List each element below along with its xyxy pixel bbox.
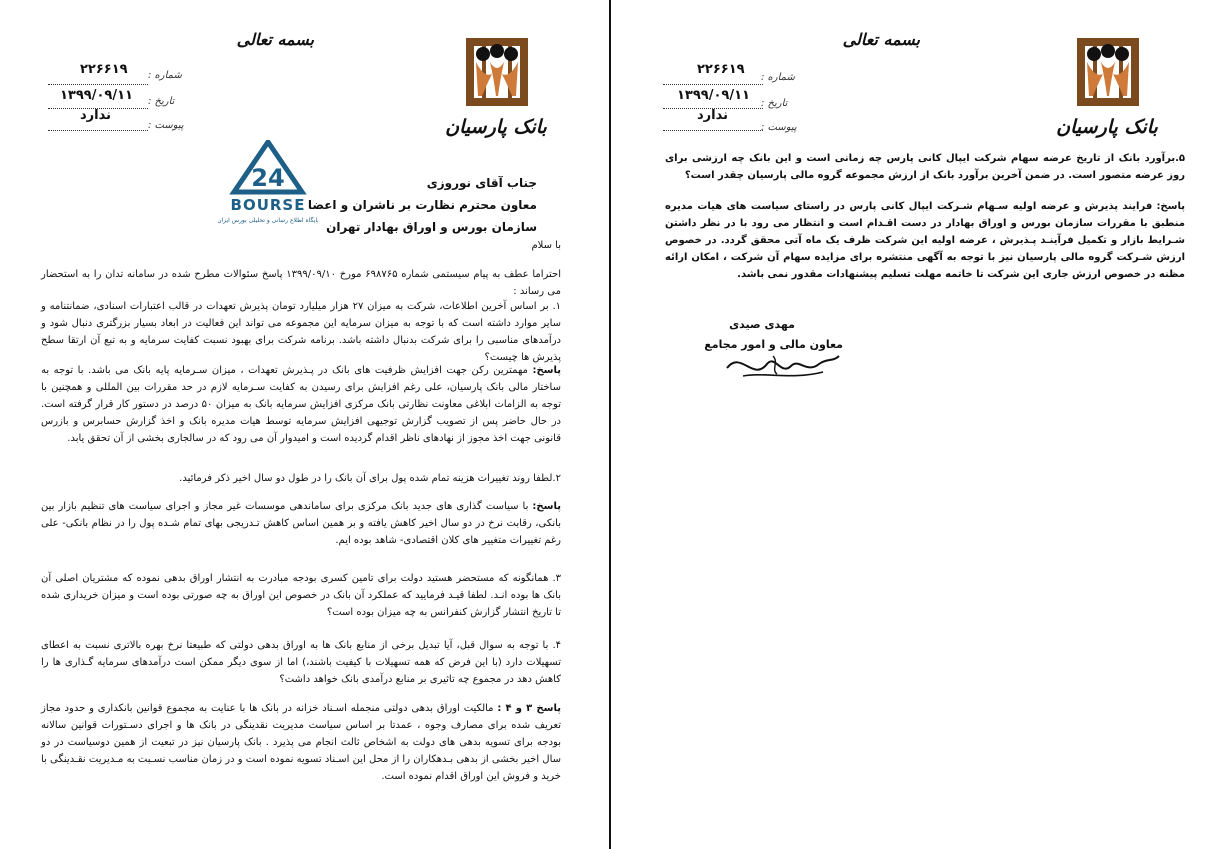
bank-parsian-logo bbox=[434, 34, 554, 148]
svg-text:بانک پارسیان: بانک پارسیان bbox=[1056, 116, 1158, 138]
answer-1 bbox=[41, 362, 561, 447]
answer-5-text: فرایند پذیرش و عرضه اولیه سـهام شـرکت ایپال کانی پارس در راستای سیاست های هیات مدیره منطبق با مقررات سازمان بورس و اوراق بهادار در دست اقـدام است و انتظار می رود با در نظر داشتن شـرایط بازار و تکمیل فرآینـد پـذیرش ، عرضه اولیه این شرکت ظرف یک ماه آتی محقق گردد. در خصوص ارزش شـرکت گروه مالی پارسیان نیز با توجه به آگهی منتشره برای مزایده سهام آن شرکت ، امکان ارائه مظنه در خصوص ارزش جاری این شرکت تا خاتمه مهلت تسلیم پیشنهادات مقدور نمی باشد. bbox=[665, 201, 1185, 280]
letter-date-value: ۱۳۹۹/۰۹/۱۱ bbox=[677, 88, 750, 103]
letter-date-value: ۱۳۹۹/۰۹/۱۱ bbox=[60, 88, 133, 103]
letter-number-label: شماره : bbox=[148, 70, 182, 81]
bourse-24-icon bbox=[218, 140, 318, 226]
answer-3-4-label: پاسخ ۳ و ۴ : bbox=[497, 703, 561, 714]
answer-3-4-text: مالکیت اوراق بدهی دولتی منجمله اسـناد خزانه در بانک ها با عنایت به مجموع قوانین بانکداری و حدود مجاز تعریف شده برای مصارف وجوه ، عمدتا بر اساس سیاست مدیریت نقدینگی در بانک ها و اجرای دسـتورات قوانین سالانه بودجه برای تسویه بدهی های دولت به اشخاص ثالث انجام می پذیرد . بانک پارسیان نیز در تبعیت از همین دوسیاست در دو سال اخیر بخشی از بدهی بـدهکاران را از محل این اسـناد تسویه نموده است و در زمان مناسب نسـبت به مـدیریت نقـدینگی با خرید و فروش این اوراق اقدام نموده است. bbox=[41, 703, 561, 782]
answer-2 bbox=[41, 498, 561, 549]
letter-date-label: تاریخ : bbox=[148, 96, 175, 107]
recipient-organization: سازمان بورس و اوراق بهادار تهران bbox=[326, 220, 537, 234]
recipient-title: معاون محترم نظارت بر ناشران و اعضا bbox=[307, 198, 537, 212]
basmala-heading: بسمه تعالی bbox=[236, 30, 314, 49]
svg-text:بانک پارسیان: بانک پارسیان bbox=[445, 116, 547, 138]
letter-page-2 bbox=[611, 0, 1215, 849]
intro-paragraph: احتراما عطف به پیام سیستمی شماره ۶۹۸۷۶۵ مورخ ۱۳۹۹/۰۹/۱۰ پاسخ سئوالات مطرح شده در سامانه تدان را به استحضار می رساند : bbox=[41, 269, 561, 297]
signer-name: مهدی صیدی bbox=[729, 318, 795, 331]
svg-text:24: 24 bbox=[251, 164, 285, 192]
signature-scribble-icon bbox=[723, 346, 843, 386]
letter-number-value: ۲۲۶۶۱۹ bbox=[80, 62, 128, 77]
letter-number-label: شماره : bbox=[761, 72, 795, 83]
question-1: ۱. بر اساس آخرین اطلاعات، شرکت به میزان ۲۷ هزار میلیارد تومان پذیرش تعهدات در قالب اعتبارات اسنادی، ضمانتنامه و سایر موارد داشته است که با توجه به میزان سرمایه این مجموعه می تواند این فعالیت در ابعاد بسیار بزرگتری دنبال شود و درآمدهای مناسبی را برای شرکت بدنبال داشته باشد. برنامه شرکت برای بهبود نسبت کفایت سرمایه و به تبع آن ارتقا سطح پذیرش ها چیست؟ bbox=[41, 301, 562, 363]
attachment-label: پیوست : bbox=[148, 120, 184, 131]
svg-text:BOURSE: BOURSE bbox=[230, 196, 306, 214]
answer-5 bbox=[665, 198, 1185, 283]
answer-1-text: مهمترین رکن جهت افزایش ظرفیت های بانک در پـذیرش تعهدات ، میزان سـرمایه پایه بانک می باشد. با توجه به ساختار مالی بانک پارسیان، علی رغم افزایش برای رسیدن به کفایت سـرمایه لازم در حد مقررات بین المللی و همچنین با توجه به الزامات ابلاغی معاونت نظارتی بانک مرکزی افزایش سرمایه بانک به میزان ۵۰ درصد در دستور کار قرار گرفته است. در حال حاضر پس از تصویب گزارش توجیهی افزایش سرمایه توسط هیات مدیره بانک و اخذ گزارش حسابرس و بازرس قانونی جهت اخذ مجوز از نهادهای ناظر اقدام گردیده است و امیدوار آن می رود که در سالجاری بخشی از آن تحقق یابد. bbox=[41, 365, 561, 444]
attachment-value: ندارد bbox=[80, 108, 112, 123]
attachment-label: پیوست : bbox=[761, 122, 797, 133]
bank-parsian-logo bbox=[1045, 34, 1165, 148]
number-underline bbox=[48, 84, 148, 85]
attachment-value: ندارد bbox=[697, 108, 729, 123]
answer-2-text: با سیاست گذاری های جدید بانک مرکزی برای ساماندهی موسسات غیر مجاز و اجرای سیاست های تنظیم بازار بین بانکی، رقابت نرخ در دو سال اخیر کاهش یافته و بر همین اساس کاهش تـدریجی بهای تمام شـده پول را در نظام بانکی- علی رغم تغییرات متغییر های کلان اقتصادی- شاهد بوده ایم. bbox=[41, 501, 561, 546]
bourse-watermark-logo bbox=[218, 140, 318, 226]
answer-2-label: پاسخ: bbox=[532, 501, 561, 512]
question-3: ۳. همانگونه که مستحضر هستید دولت برای تامین کسری بودجه مبادرت به انتشار اوراق بدهی نموده که مشتریان اصلی آن بانک ها بوده انـد. لطفا قیـد فرمایید که عملکرد آن بانک در خصوص این اوراق به چه صورتی بوده است و میزان خریداری شده تا تاریخ انتشار گزارش کنفرانس به چه میزان بوده است؟ bbox=[41, 573, 561, 618]
svg-text:پایگاه اطلاع رسانی و تحلیلی بو: پایگاه اطلاع رسانی و تحلیلی بورس ایران bbox=[218, 217, 318, 224]
letter-number-value: ۲۲۶۶۱۹ bbox=[697, 62, 745, 77]
attachment-underline bbox=[663, 130, 763, 131]
answer-1-label: پاسخ: bbox=[532, 365, 562, 376]
basmala-heading: بسمه تعالی bbox=[842, 30, 920, 49]
handwritten-signature bbox=[723, 346, 843, 390]
number-underline bbox=[663, 84, 763, 85]
answer-5-label: پاسخ: bbox=[1156, 201, 1185, 212]
question-2: ۲.لطفا روند تغییرات هزینه تمام شده پول برای آن بانک را در طول دو سال اخیر ذکر فرمائید. bbox=[179, 473, 561, 484]
question-4: ۴. با توجه به سوال قبل، آیا تبدیل برخی از منابع بانک ها به اوراق بدهی دولتی که طبیعتا نرخ بهره بالاتری نسبت به اعطای تسهیلات دارد (با این فرض که همه تسهیلات با کیفیت باشند،) اما از سوی دیگر ممکن است درآمدهای سرمایه گـذاری ها را کاهش دهد در مجموع چه تاثیری بر منابع درآمدی بانک خواهد داشت؟ bbox=[41, 640, 561, 685]
signer-title: معاون مالی و امور مجامع bbox=[704, 338, 843, 351]
bank-emblem-icon bbox=[1045, 34, 1165, 144]
recipient-name: جناب آقای نوروزی bbox=[426, 176, 537, 190]
letter-date-label: تاریخ : bbox=[761, 98, 788, 109]
attachment-underline bbox=[48, 130, 148, 131]
greeting: با سلام bbox=[531, 240, 561, 251]
answer-3-4 bbox=[41, 700, 561, 785]
question-5: ۵.برآورد بانک از تاریخ عرضه سهام شرکت ایپال کانی پارس چه زمانی است و این بانک چه ارزشی برای روز عرضه متصور است. در ضمن آخرین برآورد بانک از ارزش مجموعه گروه مالی پارسیان چقدر است؟ bbox=[665, 153, 1185, 181]
bank-emblem-icon bbox=[434, 34, 554, 144]
